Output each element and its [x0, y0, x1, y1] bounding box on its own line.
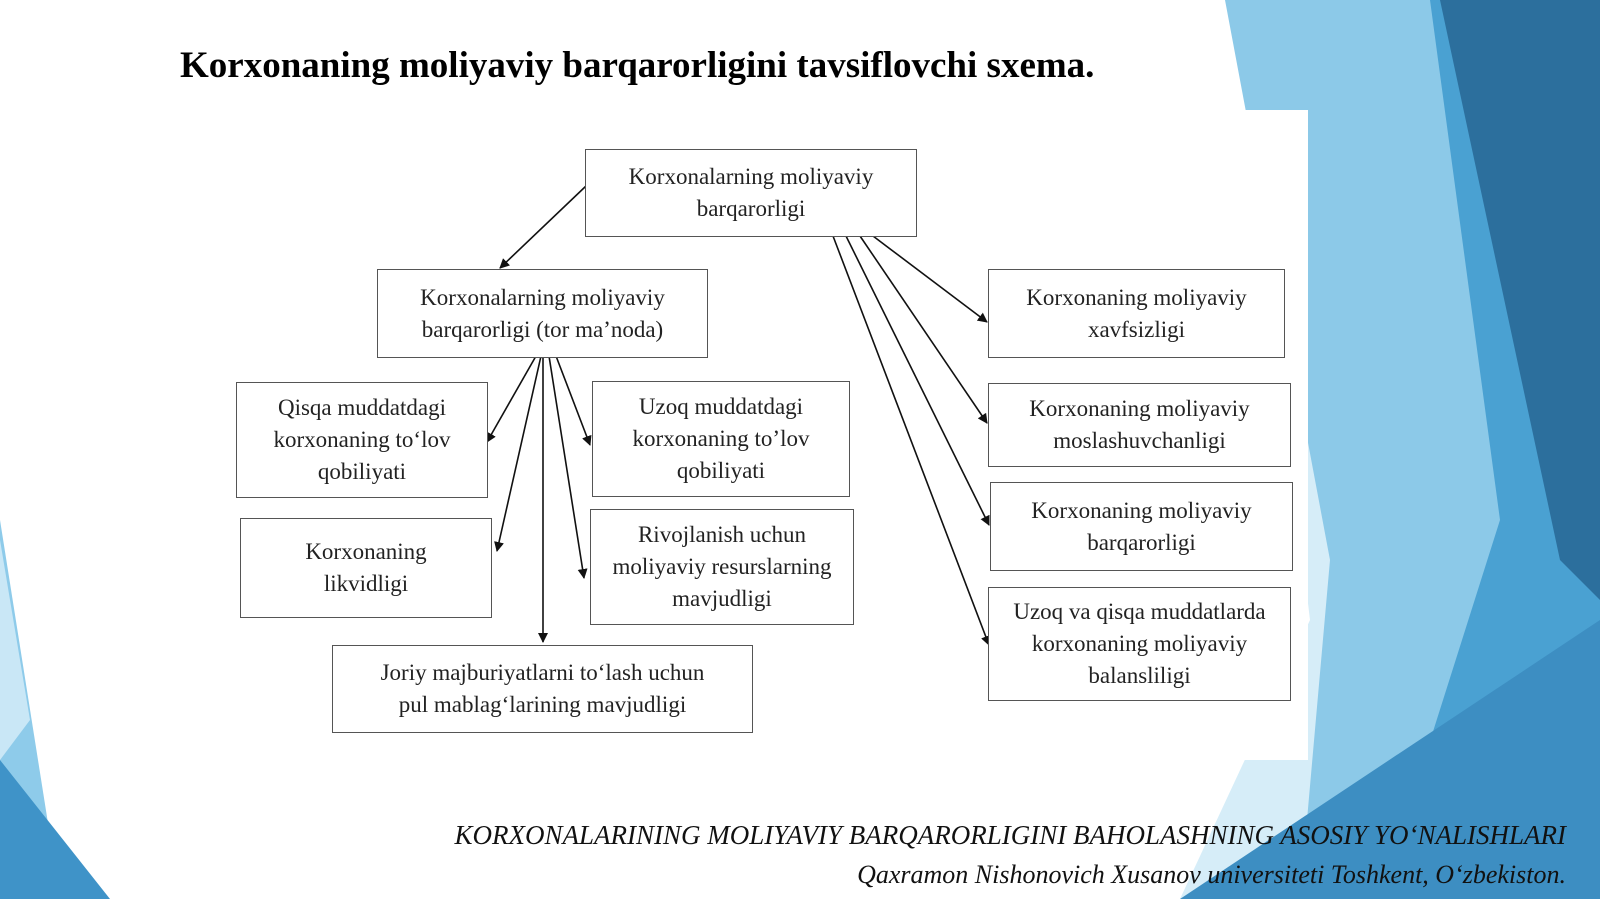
node-short-term-label: Qisqa muddatdagi korxonaning to‘lov qobiliyati	[273, 395, 451, 484]
node-flexibility-label: Korxonaning moliyaviy moslashuvchanligi	[1029, 396, 1250, 453]
node-broad-label: Korxonalarning moliyaviy barqarorligi (tor ma’noda)	[420, 284, 665, 342]
node-safety-label: Korxonaning moliyaviy xavfsizligi	[1026, 284, 1247, 342]
node-stability	[990, 482, 1293, 571]
node-stability-label: Korxonaning moliyaviy barqarorligi	[1031, 497, 1252, 555]
node-cash-label: Joriy majburiyatlarni to‘lash uchun pul mablag‘larining mavjudligi	[380, 660, 705, 717]
node-root	[585, 149, 917, 237]
node-short-term	[236, 382, 488, 498]
node-balance-label: Uzoq va qisqa muddatlarda korxonaning moliyaviy balansliligi	[1013, 599, 1266, 688]
footer-article-title: KORXONALARINING MOLIYAVIY BARQARORLIGINI BAHOLASHNING ASOSIY YO‘NALISHLARI	[454, 820, 1566, 850]
node-liquidity-label: Korxonaning likvidligi	[305, 539, 427, 596]
node-long-term-label: Uzoq muddatdagi korxonaning to’lov qobiliyati	[632, 394, 810, 483]
node-flexibility	[988, 383, 1291, 467]
node-safety	[988, 269, 1285, 358]
node-broad	[377, 269, 708, 358]
footer-author: Qaxramon Nishonovich Xusanov universiteti Toshkent, O‘zbekiston.	[857, 860, 1566, 889]
node-resources-label: Rivojlanish uchun moliyaviy resurslarning mavjudligi	[612, 522, 832, 611]
node-cash	[332, 645, 753, 733]
node-balance	[988, 587, 1291, 701]
node-root-label: Korxonalarning moliyaviy barqarorligi	[628, 164, 874, 221]
node-liquidity	[240, 518, 492, 618]
node-resources	[590, 509, 854, 625]
page-title: Korxonaning moliyaviy barqarorligini tavsiflovchi sxema.	[180, 45, 1095, 86]
node-long-term	[592, 381, 850, 497]
